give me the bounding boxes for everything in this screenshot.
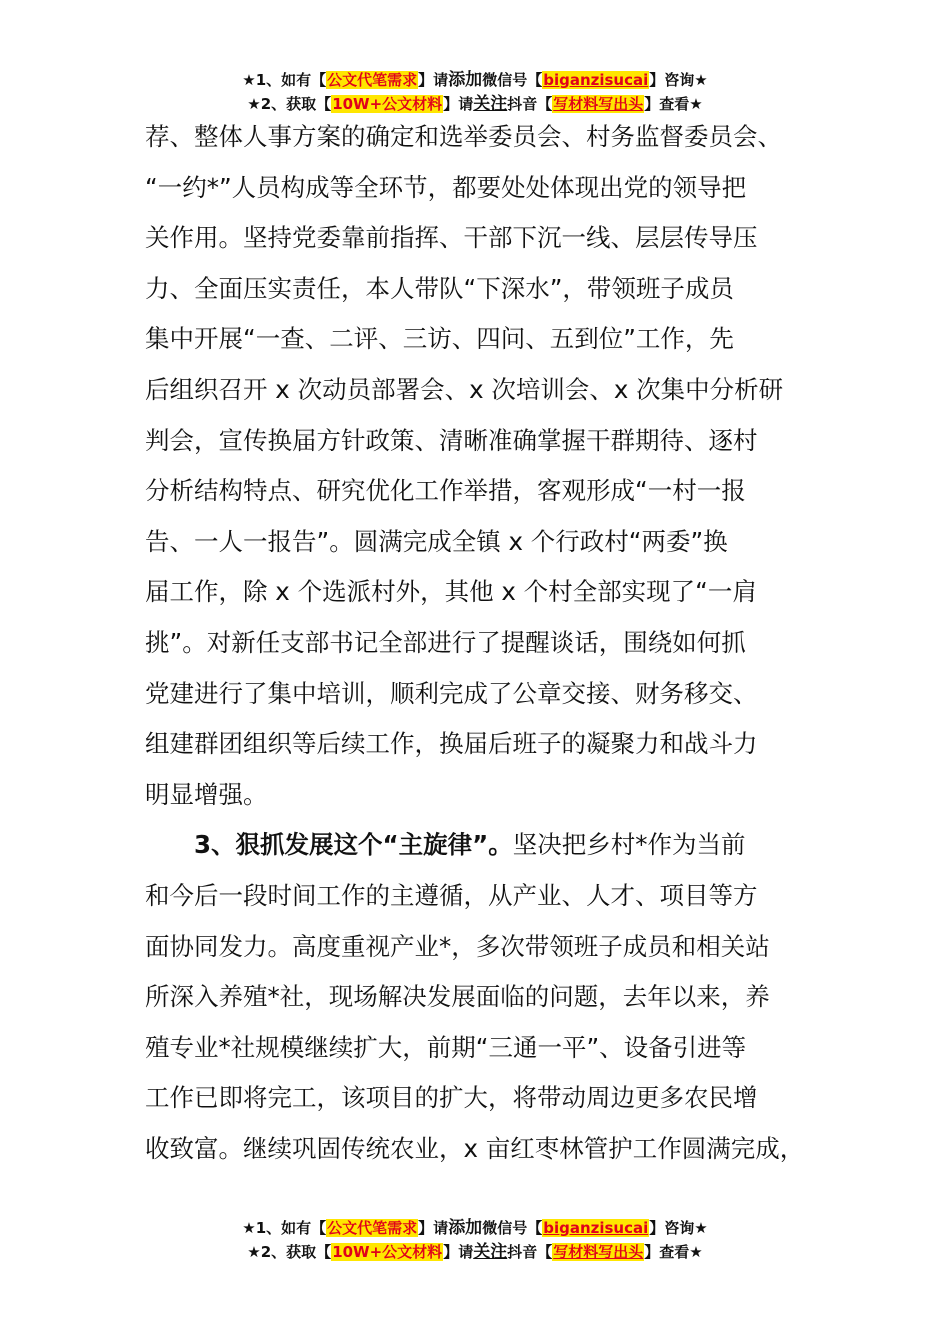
banner-text: 】请 xyxy=(443,1243,474,1261)
service-highlight: 公文代笔需求 xyxy=(327,71,418,89)
body-line: 和今后一段时间工作的主遵循，从产业、人才、项目等方 xyxy=(145,880,758,910)
body-line: 面协同发力。高度重视产业*，多次带领班子成员和相关站 xyxy=(145,931,770,961)
wechat-id-link[interactable]: biganzisucai xyxy=(543,71,649,89)
body-line: 分析结构特点、研究优化工作举措，客观形成“一村一报 xyxy=(145,476,746,506)
body-line: “一约*”人员构成等全环节，都要处处体现出党的领导把 xyxy=(145,172,747,202)
banner-text: 】请 xyxy=(418,1219,449,1237)
banner-text: 关注 xyxy=(473,1242,508,1262)
body-line: 组建群团组织等后续工作，换届后班子的凝聚力和战斗力 xyxy=(145,729,758,759)
banner-text: ★2、获取【 xyxy=(247,1243,332,1261)
body-line: 党建进行了集中培训，顺利完成了公章交接、财务移交、 xyxy=(145,678,758,708)
banner-text: ★1、如有【 xyxy=(242,1219,327,1237)
body-line: 荐、整体人事方案的确定和选举委员会、村务监督委员会、 xyxy=(145,122,782,151)
section-3-text: 坚决把乡村*作为当前 xyxy=(512,830,746,860)
section-3-first-line xyxy=(145,820,815,871)
banner-text: 抖音【 xyxy=(507,95,553,113)
body-line: 判会，宣传换届方针政策、清晰准确掌握干群期待、逐村 xyxy=(145,425,758,455)
service-highlight: 公文代笔需求 xyxy=(327,1219,418,1237)
body-line: 届工作，除 x 个选派村外，其他 x 个村全部实现了“一肩 xyxy=(145,577,757,607)
banner-text: 】查看★ xyxy=(644,95,703,113)
banner-text: ★1、如有【 xyxy=(242,71,327,89)
body-line: 殖专业*社规模继续扩大，前期“三通一平”、设备引进等 xyxy=(145,1032,747,1062)
materials-highlight: 10W+公文材料 xyxy=(332,95,443,113)
materials-highlight: 10W+公文材料 xyxy=(332,1243,443,1261)
body-line: 收致富。继续巩固传统农业，x 亩红枣林管护工作圆满完成， xyxy=(145,1133,805,1163)
body-line: 力、全面压实责任，本人带队“下深水”，带领班子成员 xyxy=(145,273,734,303)
body-line: 后组织召开 x 次动员部署会、x 次培训会、x 次集中分析研 xyxy=(145,374,784,404)
banner-text: 】查看★ xyxy=(644,1243,703,1261)
banner-text: 微信号【 xyxy=(482,71,543,89)
body-line: 集中开展“一查、二评、三访、四问、五到位”工作，先 xyxy=(145,324,734,354)
body-line: 关作用。坚持党委靠前指挥、干部下沉一线、层层传导压 xyxy=(145,223,758,253)
douyin-account-link[interactable]: 写材料写出头 xyxy=(553,1243,644,1261)
banner-text: 微信号【 xyxy=(482,1219,543,1237)
banner-text: 】请 xyxy=(418,71,449,89)
body-line: 所深入养殖*社，现场解决发展面临的问题，去年以来，养 xyxy=(145,982,770,1012)
banner-text: 抖音【 xyxy=(507,1243,553,1261)
douyin-account-link[interactable]: 写材料写出头 xyxy=(553,95,644,113)
banner-text: 关注 xyxy=(473,94,508,114)
footer-banner-line-2 xyxy=(0,1240,950,1264)
banner-text: 添加 xyxy=(448,1218,483,1238)
banner-text: ★2、获取【 xyxy=(247,95,332,113)
body-line: 工作已即将完工，该项目的扩大，将带动周边更多农民增 xyxy=(145,1083,758,1113)
banner-text: 】咨询★ xyxy=(649,71,708,89)
footer-banner-line-1 xyxy=(0,1216,950,1240)
body-line: 挑”。对新任支部书记全部进行了提醒谈话，围绕如何抓 xyxy=(145,627,746,657)
banner-text: 】请 xyxy=(443,95,474,113)
header-banner xyxy=(0,68,950,116)
wechat-id-link[interactable]: biganzisucai xyxy=(543,1219,649,1237)
footer-banner xyxy=(0,1216,950,1264)
body-line: 明显增强。 xyxy=(145,779,268,809)
body-line: 告、一人一报告”。圆满完成全镇 x 个行政村“两委”换 xyxy=(145,526,728,556)
banner-text: 】咨询★ xyxy=(649,1219,708,1237)
banner-text: 添加 xyxy=(448,70,483,90)
header-banner-line-1 xyxy=(0,68,950,92)
section-3-heading: 3、狠抓发展这个“主旋律”。 xyxy=(194,830,513,860)
document-body xyxy=(145,112,815,1174)
